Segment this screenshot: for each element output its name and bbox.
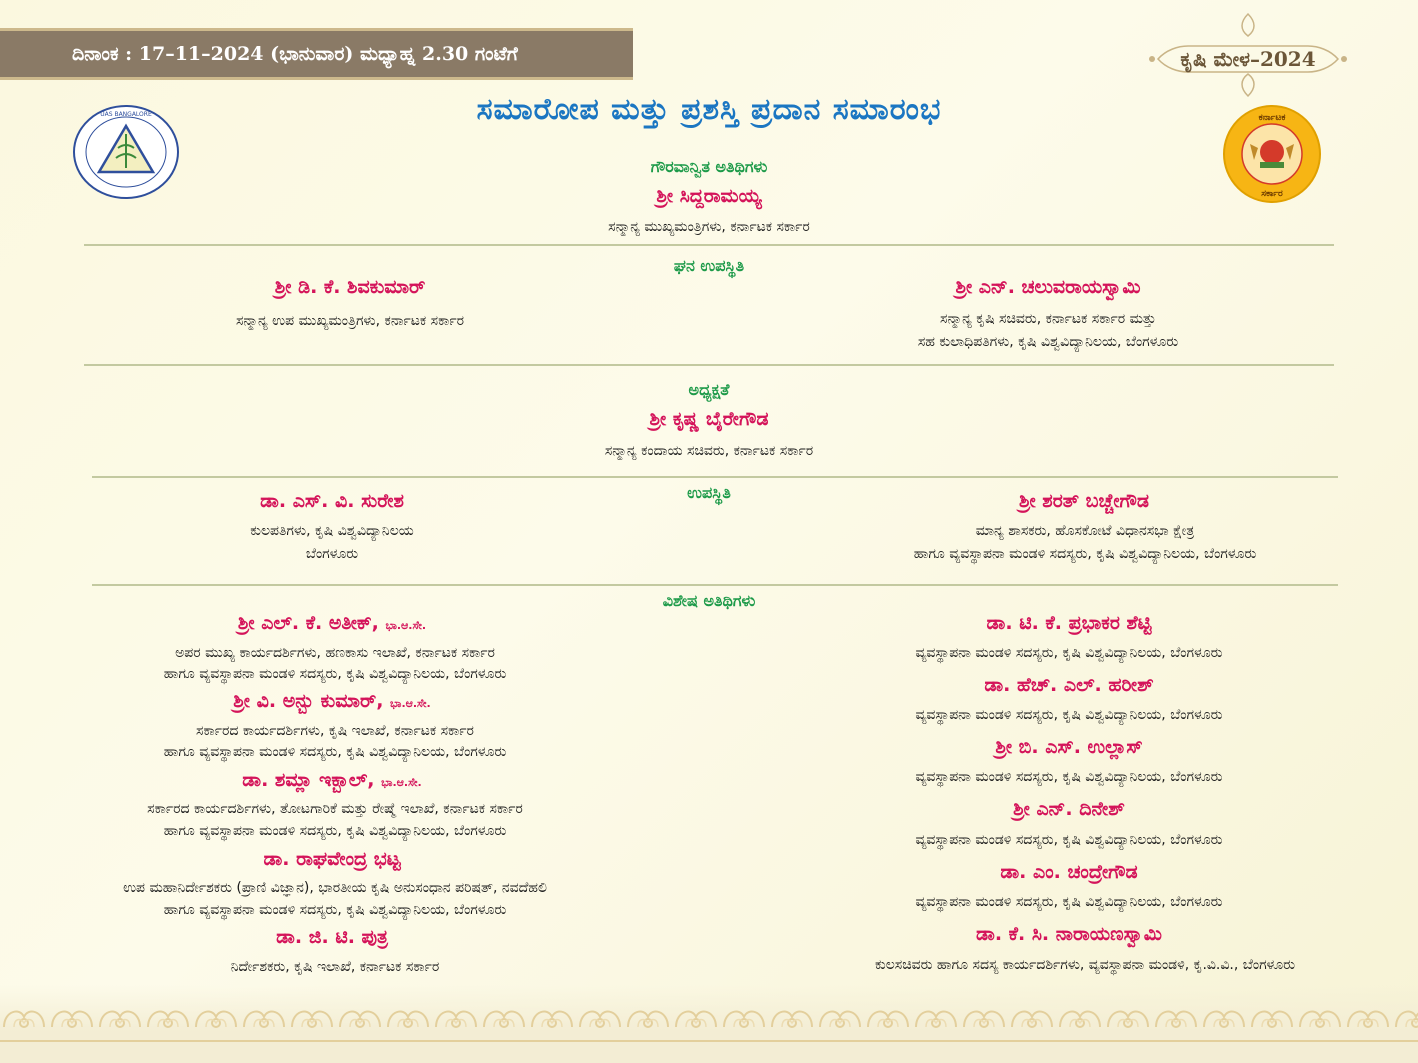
special-left-desc: ಸರ್ಕಾರದ ಕಾರ್ಯದರ್ಶಿಗಳು, ತೋಟಗಾರಿಕೆ ಮತ್ತು ರೇಷ್ಮೆ ಇಲಾಖೆ, ಕರ್ನಾಟಕ ಸರ್ಕಾರ	[147, 801, 523, 817]
special-left-desc: ಹಾಗೂ ವ್ಯವಸ್ಥಾಪನಾ ಮಂಡಳಿ ಸದಸ್ಯರು, ಕೃಷಿ ವಿಶ್ವವಿದ್ಯಾನಿಲಯ, ಬೆಂಗಳೂರು	[163, 744, 507, 760]
special-right-name: ಡಾ. ಟಿ. ಕೆ. ಪ್ರಭಾಕರ ಶೆಟ್ಟಿ	[986, 612, 1152, 634]
attendance-heading: ಉಪಸ್ಥಿತಿ	[687, 483, 731, 502]
special-right-name: ಶ್ರೀ ಬಿ. ಎಸ್. ಉಲ್ಲಾಸ್	[995, 736, 1143, 758]
presence-left-desc: ಸನ್ಮಾನ್ಯ ಉಪ ಮುಖ್ಯಮಂತ್ರಿಗಳು, ಕರ್ನಾಟಕ ಸರ್ಕಾರ	[235, 313, 465, 329]
president-desc: ಸನ್ಮಾನ್ಯ ಕಂದಾಯ ಸಚಿವರು, ಕರ್ನಾಟಕ ಸರ್ಕಾರ	[604, 443, 814, 459]
attendance-left-name: ಡಾ. ಎಸ್. ವಿ. ಸುರೇಶ	[260, 490, 404, 512]
decorative-border	[0, 985, 1418, 1063]
special-left-desc: ನಿರ್ದೇಶಕರು, ಕೃಷಿ ಇಲಾಖೆ, ಕರ್ನಾಟಕ ಸರ್ಕಾರ	[230, 959, 440, 975]
special-right-desc: ವ್ಯವಸ್ಥಾಪನಾ ಮಂಡಳಿ ಸದಸ್ಯರು, ಕೃಷಿ ವಿಶ್ವವಿದ್ಯಾನಿಲಯ, ಬೆಂಗಳೂರು	[915, 894, 1223, 910]
attendance-right-desc-1: ಮಾನ್ಯ ಶಾಸಕರು, ಹೊಸಕೋಟೆ ವಿಧಾನಸಭಾ ಕ್ಷೇತ್ರ	[975, 523, 1195, 539]
divider	[84, 244, 1334, 246]
special-right-desc: ಕುಲಸಚಿವರು ಹಾಗೂ ಸದಸ್ಯ ಕಾರ್ಯದರ್ಶಿಗಳು, ವ್ಯವಸ್ಥಾಪನಾ ಮಂಡಳಿ, ಕೃ.ವಿ.ವಿ., ಬೆಂಗಳೂರು	[874, 957, 1296, 973]
special-left-name: ಶ್ರೀ ವಿ. ಅನ್ಬು ಕುಮಾರ್, ಭಾ.ಆ.ಸೇ.	[233, 690, 431, 712]
special-right-desc: ವ್ಯವಸ್ಥಾಪನಾ ಮಂಡಳಿ ಸದಸ್ಯರು, ಕೃಷಿ ವಿಶ್ವವಿದ್ಯಾನಿಲಯ, ಬೆಂಗಳೂರು	[915, 832, 1223, 848]
special-left-desc: ಹಾಗೂ ವ್ಯವಸ್ಥಾಪನಾ ಮಂಡಳಿ ಸದಸ್ಯರು, ಕೃಷಿ ವಿಶ್ವವಿದ್ಯಾನಿಲಯ, ಬೆಂಗಳೂರು	[163, 902, 507, 918]
special-heading: ವಿಶೇಷ ಅತಿಥಿಗಳು	[662, 591, 756, 610]
presence-left-name: ಶ್ರೀ ಡಿ. ಕೆ. ಶಿವಕುಮಾರ್	[274, 276, 426, 298]
presence-right-name: ಶ್ರೀ ಎನ್. ಚಲುವರಾಯಸ್ವಾಮಿ	[955, 276, 1141, 298]
divider	[84, 364, 1334, 366]
president-name: ಶ್ರೀ ಕೃಷ್ಣ ಬೈರೇಗೌಡ	[649, 408, 769, 430]
divider	[92, 584, 1338, 586]
special-right-name: ಡಾ. ಕೆ. ಸಿ. ನಾರಾಯಣಸ್ವಾಮಿ	[976, 923, 1162, 945]
divider	[92, 476, 1338, 478]
chief-guest-name: ಶ್ರೀ ಸಿದ್ದರಾಮಯ್ಯ	[656, 185, 762, 207]
brand-label: ಕೃಷಿ ಮೇಳ–2024	[1180, 47, 1316, 71]
special-left-desc: ಹಾಗೂ ವ್ಯವಸ್ಥಾಪನಾ ಮಂಡಳಿ ಸದಸ್ಯರು, ಕೃಷಿ ವಿಶ್ವವಿದ್ಯಾನಿಲಯ, ಬೆಂಗಳೂರು	[163, 823, 507, 839]
ornament-pattern-icon	[0, 997, 1418, 1057]
special-left-name: ಶ್ರೀ ಎಲ್. ಕೆ. ಅತೀಕ್, ಭಾ.ಆ.ಸೇ.	[237, 612, 427, 634]
special-right-desc: ವ್ಯವಸ್ಥಾಪನಾ ಮಂಡಳಿ ಸದಸ್ಯರು, ಕೃಷಿ ವಿಶ್ವವಿದ್ಯಾನಿಲಯ, ಬೆಂಗಳೂರು	[915, 707, 1223, 723]
special-left-desc: ಉಪ ಮಹಾನಿರ್ದೇಶಕರು (ಪ್ರಾಣಿ ವಿಜ್ಞಾನ), ಭಾರತೀಯ ಕೃಷಿ ಅನುಸಂಧಾನ ಪರಿಷತ್, ನವದೆಹಲಿ	[123, 880, 547, 896]
special-right-name: ಶ್ರೀ ಎನ್. ದಿನೇಶ್	[1013, 798, 1125, 820]
special-left-name: ಡಾ. ಶಮ್ಲಾ ಇಕ್ಬಾಲ್, ಭಾ.ಆ.ಸೇ.	[242, 769, 422, 791]
attendance-right-name: ಶ್ರೀ ಶರತ್ ಬಚ್ಚೇಗೌಡ	[1018, 490, 1150, 512]
special-right-name: ಡಾ. ಎಂ. ಚಂದ್ರೇಗೌಡ	[1000, 861, 1138, 883]
special-right-desc: ವ್ಯವಸ್ಥಾಪನಾ ಮಂಡಳಿ ಸದಸ್ಯರು, ಕೃಷಿ ವಿಶ್ವವಿದ್ಯಾನಿಲಯ, ಬೆಂಗಳೂರು	[915, 769, 1223, 785]
svg-text:UAS BANGALORE: UAS BANGALORE	[100, 111, 152, 118]
chief-guest-heading: ಗೌರವಾನ್ವಿತ ಅತಿಥಿಗಳು	[650, 157, 768, 176]
attendance-right-desc-2: ಹಾಗೂ ವ್ಯವಸ್ಥಾಪನಾ ಮಂಡಳಿ ಸದಸ್ಯರು, ಕೃಷಿ ವಿಶ್ವವಿದ್ಯಾನಿಲಯ, ಬೆಂಗಳೂರು	[913, 546, 1257, 562]
special-left-name: ಡಾ. ರಾಘವೇಂದ್ರ ಭಟ್ಟ	[263, 848, 401, 870]
president-heading: ಅಧ್ಯಕ್ಷತೆ	[688, 380, 730, 399]
special-right-name: ಡಾ. ಹೆಚ್. ಎಲ್. ಹರೀಶ್	[984, 674, 1154, 696]
presence-right-desc-2: ಸಹ ಕುಲಾಧಿಪತಿಗಳು, ಕೃಷಿ ವಿಶ್ವವಿದ್ಯಾನಿಲಯ, ಬೆಂಗಳೂರು	[917, 334, 1179, 350]
special-right-desc: ವ್ಯವಸ್ಥಾಪನಾ ಮಂಡಳಿ ಸದಸ್ಯರು, ಕೃಷಿ ವಿಶ್ವವಿದ್ಯಾನಿಲಯ, ಬೆಂಗಳೂರು	[915, 645, 1223, 661]
special-left-desc: ಅಪರ ಮುಖ್ಯ ಕಾರ್ಯದರ್ಶಿಗಳು, ಹಣಕಾಸು ಇಲಾಖೆ, ಕರ್ನಾಟಕ ಸರ್ಕಾರ	[175, 645, 495, 661]
date-banner	[0, 28, 633, 80]
presence-right-desc-1: ಸನ್ಮಾನ್ಯ ಕೃಷಿ ಸಚಿವರು, ಕರ್ನಾಟಕ ಸರ್ಕಾರ ಮತ್ತು	[940, 311, 1156, 327]
svg-text:ಕರ್ನಾಟಕ: ಕರ್ನಾಟಕ	[1258, 113, 1286, 123]
page-title: ಸಮಾರೋಪ ಮತ್ತು ಪ್ರಶಸ್ತಿ ಪ್ರದಾನ ಸಮಾರಂಭ	[476, 92, 942, 127]
krishi-mela-brand	[1148, 10, 1348, 100]
attendance-left-desc-2: ಬೆಂಗಳೂರು	[305, 546, 359, 562]
presence-heading: ಘನ ಉಪಸ್ಥಿತಿ	[673, 256, 745, 275]
attendance-left-desc-1: ಕುಲಪತಿಗಳು, ಕೃಷಿ ವಿಶ್ವವಿದ್ಯಾನಿಲಯ	[250, 523, 414, 539]
special-left-name: ಡಾ. ಜಿ. ಟಿ. ಪುತ್ರ	[276, 926, 388, 948]
special-left-desc: ಸರ್ಕಾರದ ಕಾರ್ಯದರ್ಶಿಗಳು, ಕೃಷಿ ಇಲಾಖೆ, ಕರ್ನಾಟಕ ಸರ್ಕಾರ	[196, 723, 474, 739]
date-text: ದಿನಾಂಕ : 17–11–2024 (ಭಾನುವಾರ) ಮಧ್ಯಾಹ್ನ 2.30 ಗಂಟೆಗೆ	[72, 43, 518, 65]
special-left-desc: ಹಾಗೂ ವ್ಯವಸ್ಥಾಪನಾ ಮಂಡಳಿ ಸದಸ್ಯರು, ಕೃಷಿ ವಿಶ್ವವಿದ್ಯಾನಿಲಯ, ಬೆಂಗಳೂರು	[163, 666, 507, 682]
svg-text:ಸರ್ಕಾರ: ಸರ್ಕಾರ	[1261, 189, 1283, 199]
chief-guest-desc: ಸನ್ಮಾನ್ಯ ಮುಖ್ಯಮಂತ್ರಿಗಳು, ಕರ್ನಾಟಕ ಸರ್ಕಾರ	[608, 219, 810, 235]
